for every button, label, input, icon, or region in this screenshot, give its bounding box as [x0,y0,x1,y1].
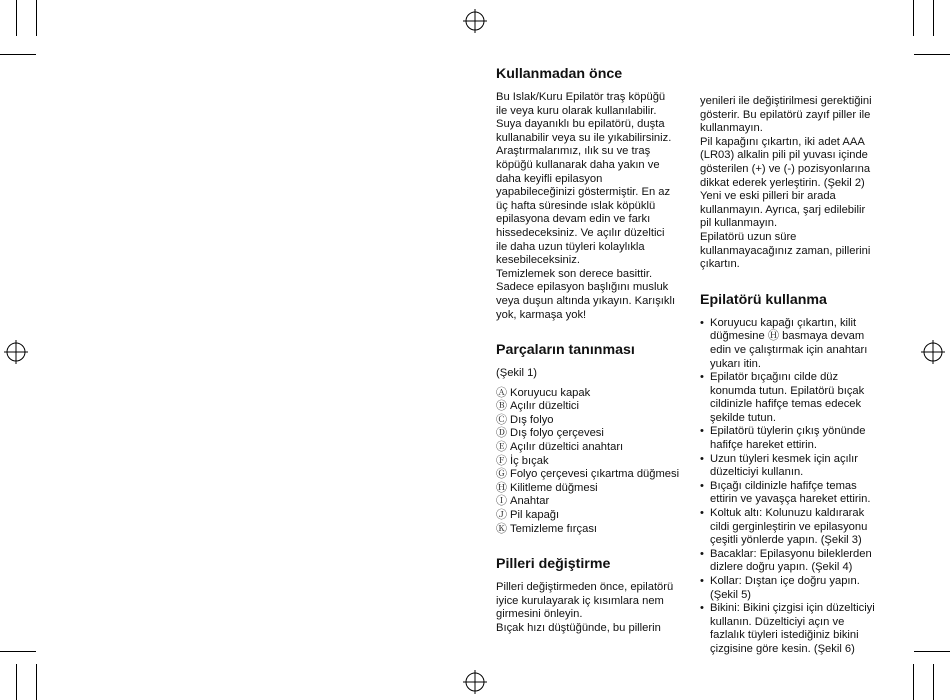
bullet-text [710,317,885,371]
list-item [700,453,885,480]
text-line: yok, karmaşa yok! [496,308,587,321]
text-line: iyice kurulayarak iç kısımlara nem [496,594,664,607]
list-item [700,602,885,656]
bullet-text [710,425,885,452]
list-item [496,482,681,496]
bullet: • [700,425,704,438]
part-letter: Ⓗ [496,481,507,494]
text-line: pil kullanmayın. [700,217,778,230]
list-item [496,427,681,441]
crop-mark [0,651,36,652]
bullet: • [700,602,704,615]
text-line: düğmesine Ⓗ basmaya devam [710,330,865,343]
text-line: girmesini önleyin. [496,608,583,621]
text-line: çıkartın. [700,258,740,271]
parts-list [496,387,681,537]
text-line: Bu Islak/Kuru Epilatör traş köpüğü [496,91,666,103]
text-line: Koltuk altı: Kolunuzu kaldırarak [710,507,865,520]
text-line: edin ve çalıştırmak için anahtarı [710,343,868,356]
part-label: Dış folyo çerçevesi [510,427,604,440]
bullet-text [710,602,885,656]
section-battery-continued [700,95,885,272]
bullet: • [700,507,704,520]
section-before-use [496,66,681,322]
list-item [496,387,681,401]
part-label: Kilitleme düğmesi [510,481,598,494]
text-line: Pil kapağını çıkartın, iki adet AAA [700,135,865,148]
text-line: veya duşun altında yıkayın. Karışıklı [496,294,676,307]
section-using-epilator [700,292,885,657]
part-label: Dış folyo [510,413,554,426]
section-body [496,91,681,322]
text-line: gösterir. Bu epilatörü zayıf piller ile [700,108,871,121]
text-line: Suya dayanıklı bu epilatörü, duşta [496,118,665,131]
section-battery [496,556,681,635]
text-line: Pilleri değiştirmeden önce, epilatörü [496,581,674,594]
crop-mark [913,0,914,36]
text-line: ile veya kuru olarak kullanılabilir. [496,104,657,117]
list-item [700,425,885,452]
right-column [700,95,885,657]
text-line: daha keyifli epilasyon [496,172,603,185]
text-line: konumda tutun. Epilatörü bıçak [710,384,865,397]
bullet-text [710,575,885,602]
text-line: kullanmayacağınız zaman, pillerini [700,244,871,257]
part-letter: Ⓙ [496,509,507,522]
registration-mark-icon [463,9,487,33]
part-letter: Ⓚ [496,522,507,535]
text-line: Bıçak hızı düştüğünde, bu pillerin [496,622,661,634]
list-item [700,371,885,425]
bullet-text [710,548,885,575]
bullet-text [710,453,885,480]
text-line: yenileri ile değiştirilmesi gerektiğini [700,95,872,107]
text-line: Kollar: Dıştan içe doğru yapın. [710,575,860,587]
text-line: Araştırmalarımız, ılık su ve traş [496,145,651,158]
list-item [496,414,681,428]
text-line: köpüğü kullanarak daha yakın ve [496,158,660,171]
part-label: İç bıçak [510,454,549,467]
text-line: Uzun tüyleri kesmek için açılır [710,452,858,465]
part-letter: Ⓑ [496,400,507,413]
registration-mark-icon [463,670,487,694]
list-item [496,441,681,455]
crop-mark [16,0,17,36]
text-line: kullanmayın. [700,122,763,135]
bullet: • [700,371,704,384]
part-label: Temizleme fırçası [510,522,598,535]
text-line: çeşitli yönlerde yapın. (Şekil 3) [710,534,862,547]
figure-reference: (Şekil 1) [496,367,538,380]
crop-mark [933,0,934,36]
crop-mark [16,664,17,700]
part-label: Anahtar [510,495,550,508]
part-label: Açılır düzeltici [510,400,580,413]
text-line: ile daha uzun tüyleri kolaylıkla [496,240,645,253]
text-line: Temizlemek son derece basittir. [496,267,653,280]
text-line: kullanabilir veya su ile yıkabilirsiniz. [496,131,672,144]
text-line: Bacaklar: Epilasyonu bileklerden [710,547,872,560]
text-line: Bıçağı cildinizle hafifçe temas [710,479,857,492]
text-line: Bikini: Bikini çizgisi için düzelticiyi [710,602,875,615]
crop-mark [36,664,37,700]
bullet: • [700,547,704,560]
text-line: epilasyona devam edin ve farkı [496,213,651,226]
text-line: şekilde tutun. [710,411,776,424]
text-line: hissedeceksiniz. Ve açılır düzeltici [496,226,665,239]
crop-mark [0,54,36,55]
text-line: Sadece epilasyon başlığını musluk [496,281,669,294]
part-letter: Ⓓ [496,427,507,440]
bullet: • [700,575,704,587]
part-letter: Ⓐ [496,386,507,399]
text-line: dizlere doğru yapın. (Şekil 4) [710,561,853,574]
list-item [496,468,681,482]
list-item [496,400,681,414]
list-item [700,317,885,371]
part-letter: Ⓔ [496,441,507,454]
part-letter: Ⓖ [496,468,507,481]
text-line: yapabileceğinizi göstermiştir. En az [496,186,671,199]
text-line: kullanmayın. Ayrıca, şarj edilebilir [700,203,866,216]
registration-mark-icon [921,340,945,364]
text-line: fazlalık tüyleri istediğiniz bikini [710,629,859,642]
bullet-text [710,480,885,507]
list-item [700,575,885,602]
section-title: Kullanmadan önce [496,66,623,82]
bullet: • [700,479,704,492]
text-line: kullanın. Düzelticiyi açın ve [710,615,845,628]
list-item [700,548,885,575]
list-item [496,509,681,523]
list-item [700,480,885,507]
instruction-list [700,317,885,657]
bullet: • [700,452,704,465]
part-letter: Ⓘ [496,495,507,508]
text-line: düzelticiyi kullanın. [710,466,804,479]
text-line: gösterilen (+) ve (-) pozisyonlarına [700,162,871,175]
text-line: (Şekil 5) [710,588,752,601]
text-line: Epilatörü tüylerin çıkış yönünde [710,425,866,438]
crop-mark [36,0,37,36]
text-line: (LR03) alkalin pili pil yuvası içinde [700,149,868,162]
text-line: dikkat ederek yerleştirin. (Şekil 2) [700,176,865,189]
section-body [496,581,681,635]
text-line: ettirin ve yavaşça hareket ettirin. [710,493,871,506]
crop-mark [933,664,934,700]
text-line: cildi gerginleştirin ve epilasyonu [710,520,868,533]
text-line: Yeni ve eski pilleri bir arada [700,190,836,203]
part-label: Koruyucu kapak [510,386,591,399]
section-title: Pilleri değiştirme [496,556,611,573]
crop-mark [914,651,950,652]
text-line: çizgisine göre kesin. (Şekil 6) [710,642,855,655]
part-letter: Ⓕ [496,454,507,467]
bullet-text [710,371,885,425]
text-line: Epilatörü uzun süre [700,230,797,243]
text-line: yukarı itin. [710,357,761,370]
bullet: • [700,316,704,329]
registration-mark-icon [4,340,28,364]
list-item [496,495,681,509]
text-line: cildinizle hafifçe temas edecek [710,398,862,411]
part-letter: Ⓒ [496,413,507,426]
part-label: Folyo çerçevesi çıkartma düğmesi [510,468,680,481]
part-label: Pil kapağı [510,509,560,522]
list-item [700,507,885,548]
text-line: Koruyucu kapağı çıkartın, kilit [710,316,857,329]
section-title: Parçaların tanınması [496,342,635,359]
part-label: Açılır düzeltici anahtarı [510,441,624,454]
list-item [496,455,681,469]
section-title: Epilatörü kullanma [700,291,827,308]
bullet-text [710,507,885,548]
section-parts [496,342,681,536]
crop-mark [913,664,914,700]
text-line: hafifçe hareket ettirin. [710,439,817,452]
text-line: kesebileceksiniz. [496,254,580,267]
text-line: Epilatör bıçağını cilde düz [710,371,839,384]
left-column [496,66,681,636]
list-item [496,523,681,537]
text-line: üç hafta süresinde ıslak köpüklü [496,199,656,212]
crop-mark [914,54,950,55]
